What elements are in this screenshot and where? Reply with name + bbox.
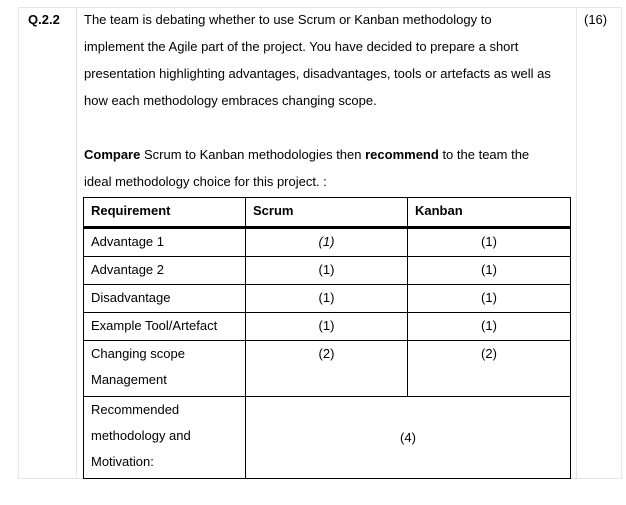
compare-word: Compare — [84, 147, 141, 162]
table-row — [84, 285, 571, 313]
scrum-value: (1) — [318, 234, 335, 249]
requirement-line: Management — [91, 372, 167, 387]
kanban-cell: (1) — [408, 285, 571, 313]
frame-top — [18, 7, 622, 8]
requirement-line: Recommended — [91, 402, 180, 417]
scrum-cell: (1) — [246, 313, 408, 341]
header-requirement: Requirement — [84, 198, 246, 228]
recommendation-cell: (4) — [246, 397, 571, 479]
scrum-cell: (1) — [246, 257, 408, 285]
requirement-cell — [84, 341, 246, 397]
frame-left — [18, 7, 19, 478]
recommend-word: recommend — [365, 147, 439, 162]
paragraph2-line2: ideal methodology choice for this project. : — [84, 174, 327, 189]
frame-right — [621, 7, 622, 478]
paragraph1-line4: how each methodology embraces changing scope. — [84, 93, 377, 108]
requirement-cell — [84, 397, 246, 479]
table-row — [84, 341, 571, 397]
scrum-cell — [246, 228, 408, 257]
requirement-cell: Advantage 2 — [84, 257, 246, 285]
paragraph1-line3: presentation highlighting advantages, disadvantages, tools or artefacts as well as — [84, 66, 551, 81]
requirement-cell: Disadvantage — [84, 285, 246, 313]
requirement-line: Changing scope — [91, 346, 185, 361]
scrum-cell: (2) — [246, 341, 408, 397]
paragraph2-line1 — [84, 147, 529, 162]
requirement-cell: Advantage 1 — [84, 228, 246, 257]
kanban-cell: (1) — [408, 257, 571, 285]
question-marks: (16) — [584, 12, 608, 27]
table-header-row — [84, 198, 571, 228]
scrum-cell: (1) — [246, 285, 408, 313]
kanban-cell: (2) — [408, 341, 571, 397]
table-row — [84, 257, 571, 285]
paragraph2-middle: Scrum to Kanban methodologies then — [140, 147, 366, 162]
frame-col-divider-right — [576, 7, 577, 478]
requirement-cell: Example Tool/Artefact — [84, 313, 246, 341]
paragraph2-end: to the team the — [438, 147, 530, 162]
header-kanban: Kanban — [408, 198, 571, 228]
paragraph1-line1: The team is debating whether to use Scrum or Kanban methodology to — [84, 12, 492, 27]
requirement-line: Motivation: — [91, 454, 154, 469]
comparison-table — [83, 197, 571, 479]
kanban-cell: (1) — [408, 228, 571, 257]
question-number: Q.2.2 — [28, 12, 60, 27]
frame-col-divider-left — [76, 7, 77, 478]
table-row-recommendation — [84, 397, 571, 479]
paragraph1-line2: implement the Agile part of the project. You have decided to prepare a short — [84, 39, 519, 54]
header-scrum: Scrum — [246, 198, 408, 228]
table-row — [84, 313, 571, 341]
requirement-line: methodology and — [91, 428, 191, 443]
table-row — [84, 228, 571, 257]
kanban-cell: (1) — [408, 313, 571, 341]
